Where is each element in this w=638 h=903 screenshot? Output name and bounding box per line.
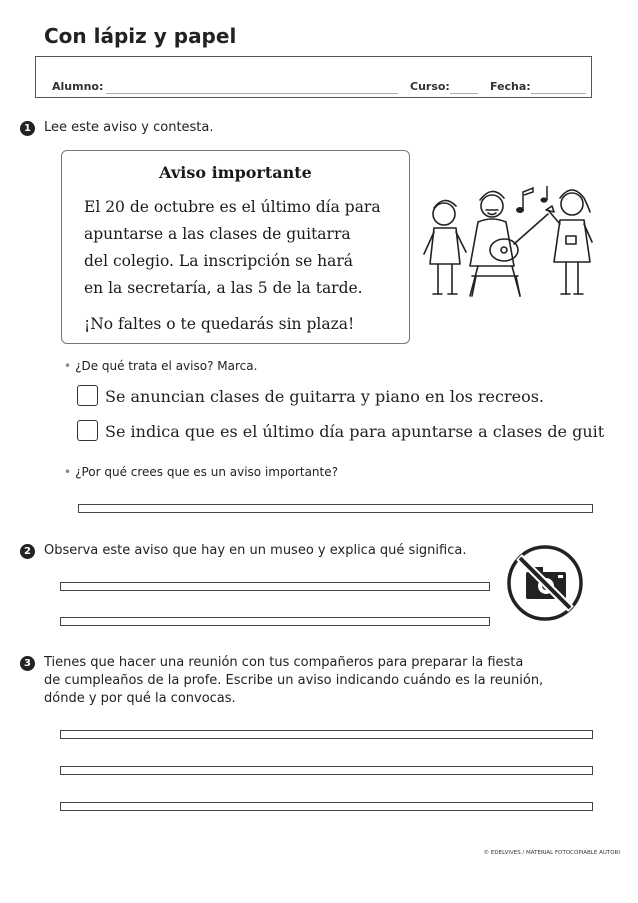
alumno-label: Alumno: xyxy=(52,80,104,93)
answer-line[interactable] xyxy=(60,766,593,775)
question-number-2: 2 xyxy=(20,544,35,559)
music-notes-icon xyxy=(516,186,548,213)
question-3-line-2: de cumpleaños de la profe. Escribe un aviso indicando cuándo es la reunión, xyxy=(44,673,544,688)
question-number-1: 1 xyxy=(20,121,35,136)
fecha-field[interactable] xyxy=(531,93,586,94)
question-3-line-3: dónde y por qué la convocas. xyxy=(44,691,236,706)
question-number-3: 3 xyxy=(20,656,35,671)
question-1-sub-1-text: ¿De qué trata el aviso? Marca. xyxy=(75,359,258,373)
notice-title: Aviso importante xyxy=(159,163,312,182)
answer-line[interactable] xyxy=(60,582,490,591)
answer-line[interactable] xyxy=(60,730,593,739)
notice-line-5: ¡No faltes o te quedarás sin plaza! xyxy=(84,315,355,333)
question-3-line-1: Tienes que hacer una reunión con tus compañeros para preparar la fiesta xyxy=(44,655,524,670)
alumno-field[interactable] xyxy=(106,93,398,94)
no-camera-icon xyxy=(505,543,585,623)
option-1-text: Se anuncian clases de guitarra y piano en los recreos. xyxy=(105,387,544,406)
fecha-label: Fecha: xyxy=(490,80,531,93)
bullet-icon: • xyxy=(64,465,72,479)
bullet-icon: • xyxy=(64,359,72,373)
question-1-sub-1 xyxy=(64,359,257,373)
answer-line[interactable] xyxy=(60,802,593,811)
question-1-sub-2 xyxy=(64,465,338,479)
option-2-text: Se indica que es el último día para apuntarse a clases de guit xyxy=(105,422,605,441)
answer-line[interactable] xyxy=(60,617,490,626)
option-checkbox-2[interactable] xyxy=(77,420,98,441)
curso-label: Curso: xyxy=(410,80,450,93)
answer-line[interactable] xyxy=(78,504,593,513)
notice-line-3: del colegio. La inscripción se hará xyxy=(84,252,354,270)
question-2-instruction: Observa este aviso que hay en un museo y explica qué significa. xyxy=(44,543,467,558)
question-1-sub-2-text: ¿Por qué crees que es un aviso importante? xyxy=(75,465,338,479)
notice-line-2: apuntarse a las clases de guitarra xyxy=(84,225,351,243)
page-title: Con lápiz y papel xyxy=(44,24,237,48)
question-1-instruction: Lee este aviso y contesta. xyxy=(44,120,214,135)
option-checkbox-1[interactable] xyxy=(77,385,98,406)
curso-field[interactable] xyxy=(450,93,478,94)
copyright-footer: © EDELVIVES / MATERIAL FOTOCOPIABLE AUTORI xyxy=(483,850,620,856)
notice-line-4: en la secretaría, a las 5 de la tarde. xyxy=(84,279,363,297)
notice-line-1: El 20 de octubre es el último día para xyxy=(84,198,381,216)
guitar-class-illustration xyxy=(420,180,605,305)
